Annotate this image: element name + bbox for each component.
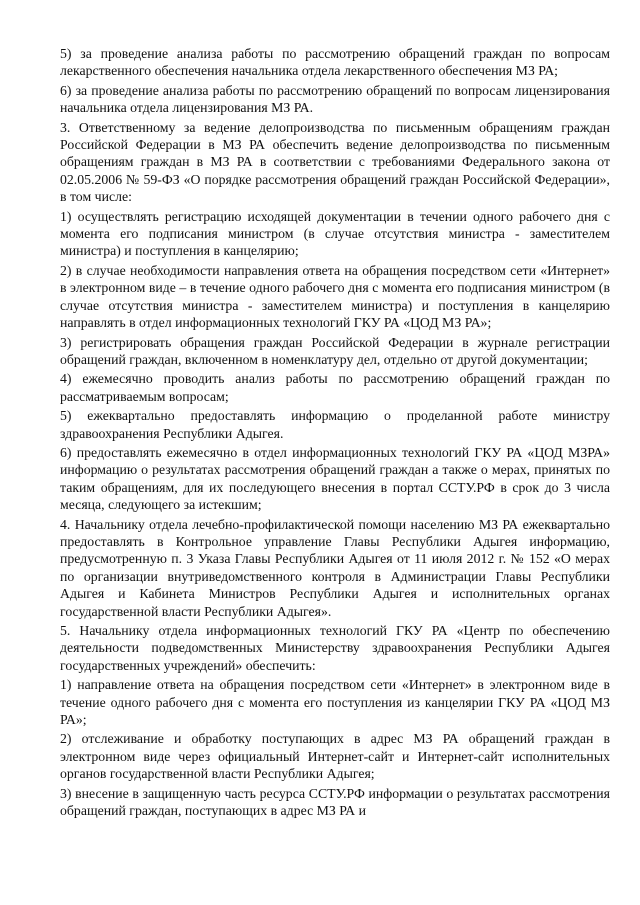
paragraph-item-5-pharma: 5) за проведение анализа работы по рассмотрению обращений граждан по вопросам лекарственного обеспечения начальника отдела лекарственного обеспечения МЗ РА; — [60, 46, 610, 79]
paragraph-section-3-item-1: 1) осуществлять регистрацию исходящей документации в течении одного рабочего дня с момента его подписания министром (в случае отсутствия министра - заместителем министра) и поступления в канцелярию; — [60, 208, 610, 259]
paragraph-section-5: 5. Начальнику отдела информационных технологий ГКУ РА «Центр по обеспечению деятельности подведомственных Министерству здравоохранения Республики Адыгея государственных учреждений» обеспечить: — [60, 623, 610, 673]
paragraph-section-3-item-2: 2) в случае необходимости направления ответа на обращения посредством сети «Интернет» в электронном виде – в течение одного рабочего дня с момента его подписания министром (в случае отсутствия министра - заместителем министра) и поступления в канцелярию направлять в отдел информационных технологий ГКУ РА «ЦОД МЗ РА»; — [60, 262, 610, 331]
paragraph-section-5-item-3: 3) внесение в защищенную часть ресурса ССТУ.РФ информации о результатах рассмотрения обращений граждан, поступающих в адрес МЗ РА и — [60, 785, 610, 819]
paragraph-section-4: 4. Начальнику отдела лечебно-профилактической помощи населению МЗ РА ежеквартально предоставлять в Контрольное управление Главы Республики Адыгея информацию, предусмотренную п. 3 Указа Главы Республики Адыгея от 11 июля 2012 г. № 152 «О мерах по организации внутриведомственного контроля в Администрации Главы Республики Адыгея и Кабинета Министров Республики Адыгея и исполнительных органах государственной власти Республики Адыгея». — [60, 516, 610, 619]
paragraph-section-3: 3. Ответственному за ведение делопроизводства по письменным обращениям граждан Российской Федерации в МЗ РА обеспечить ведение делопроизводства по письменным обращениям граждан в МЗ РА в соответствии с требованиями Федерального закона от 02.05.2006 № 59-ФЗ «О порядке рассмотрения обращений граждан Российской Федерации», в том числе: — [60, 119, 610, 205]
paragraph-section-5-item-1: 1) направление ответа на обращения посредством сети «Интернет» в электронном виде в течение одного рабочего дня с момента его поступления из канцелярии ГКУ РА «ЦОД МЗ РА»; — [60, 677, 610, 728]
paragraph-section-3-item-4: 4) ежемесячно проводить анализ работы по рассмотрению обращений граждан по рассматриваемым вопросам; — [60, 371, 610, 404]
paragraph-section-3-item-6: 6) предоставлять ежемесячно в отдел информационных технологий ГКУ РА «ЦОД МЗРА» информацию о результатах рассмотрения обращений граждан а также о мерах, принятых по таким обращениям, для их последующего внесения в портал ССТУ.РФ в срок до 3 числа месяца, следующего за истекшим; — [60, 444, 610, 513]
paragraph-section-5-item-2: 2) отслеживание и обработку поступающих в адрес МЗ РА обращений граждан в электронном виде через официальный Интернет-сайт и Интернет-сайт исполнительных органов государственной власти Республики Адыгея; — [60, 731, 610, 782]
paragraph-section-3-item-5: 5) ежеквартально предоставлять информацию о проделанной работе министру здравоохранения Республики Адыгея. — [60, 408, 610, 441]
paragraph-item-6-licensing: 6) за проведение анализа работы по рассмотрению обращений по вопросам лицензирования начальника отдела лицензирования МЗ РА. — [60, 82, 610, 116]
paragraph-section-3-item-3: 3) регистрировать обращения граждан Российской Федерации в журнале регистрации обращений граждан, включенном в номенклатуру дел, отдельно от другой документации; — [60, 334, 610, 367]
